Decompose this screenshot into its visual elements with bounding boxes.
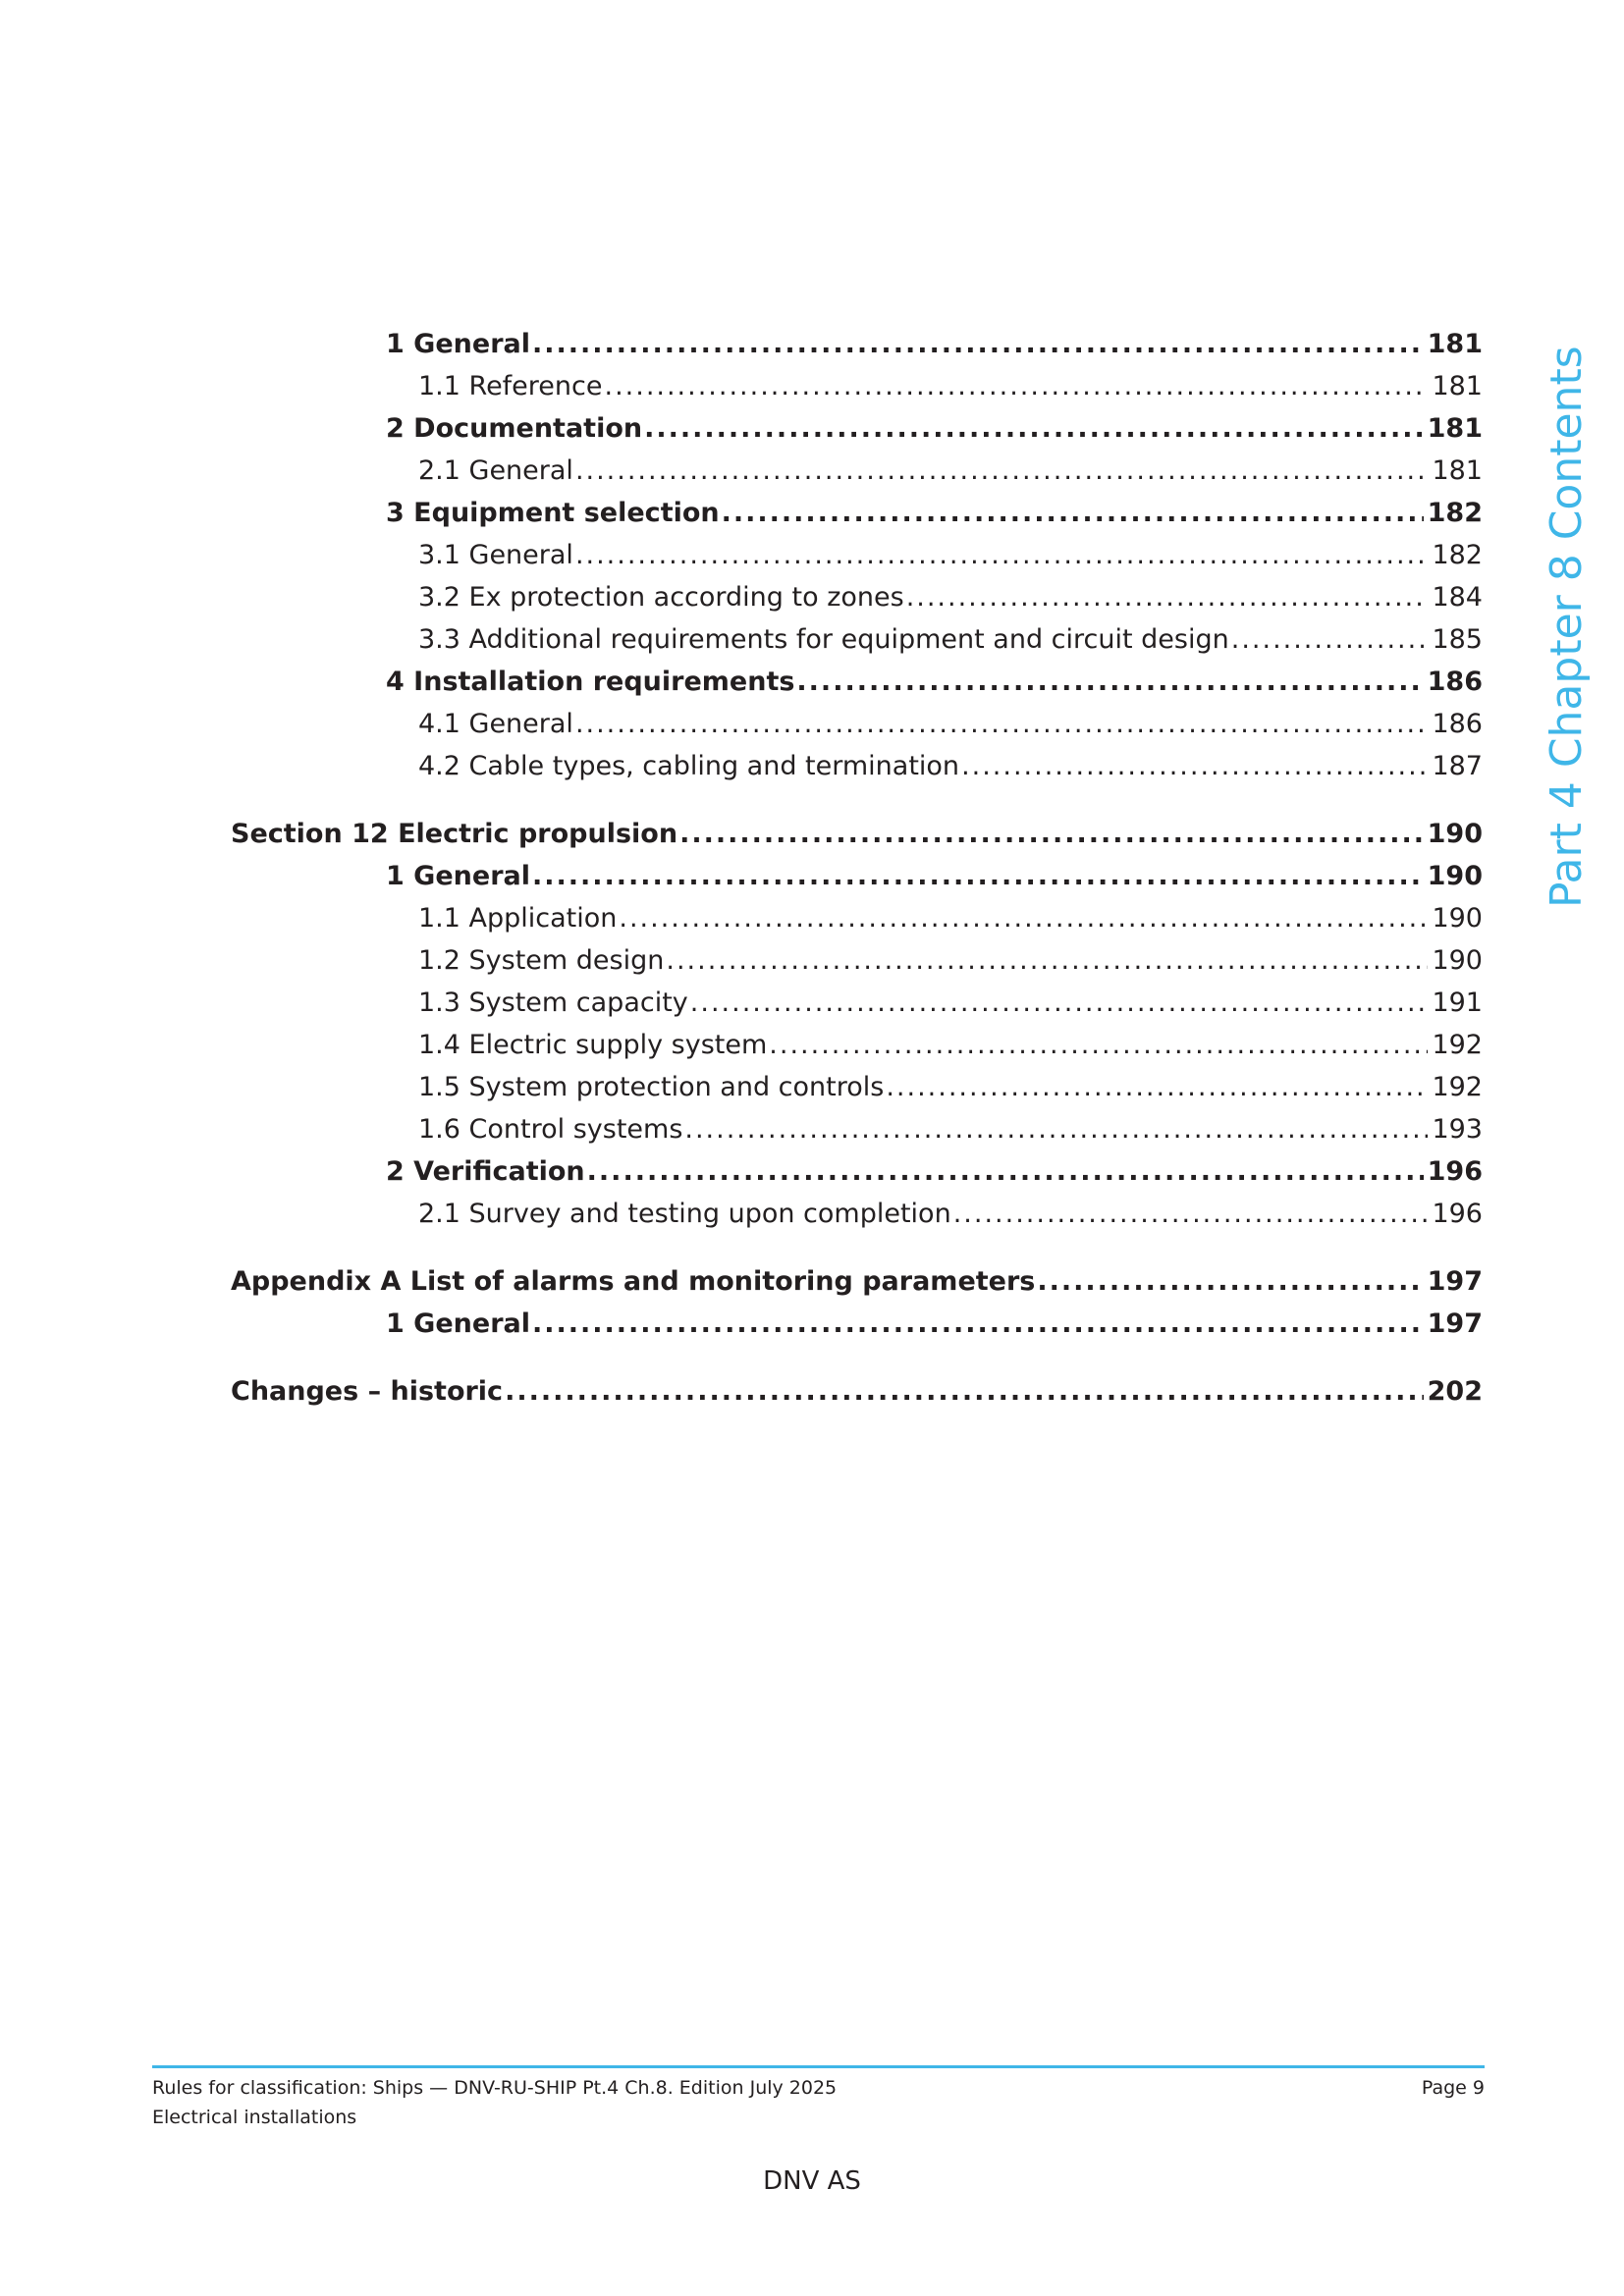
toc-leader-dots [769, 1030, 1428, 1060]
toc-entry-title: 1.2 System design [418, 945, 665, 976]
toc-entry[interactable] [231, 498, 1483, 540]
toc-entry-title: 1 General [386, 1308, 530, 1339]
toc-entry-title: 1.6 Control systems [418, 1114, 683, 1145]
toc-entry-title: 1.1 Application [418, 903, 618, 934]
toc-entry-page: 197 [1427, 1266, 1483, 1297]
toc-leader-dots [532, 329, 1424, 359]
toc-entry-page: 182 [1432, 540, 1483, 570]
toc-leader-dots [1231, 624, 1429, 655]
toc-leader-dots [679, 819, 1424, 849]
toc-entry-title: 3.1 General [418, 540, 573, 570]
toc-leader-dots [619, 903, 1428, 934]
toc-entry[interactable] [231, 1266, 1483, 1308]
toc-entry-page: 193 [1432, 1114, 1483, 1145]
toc-leader-dots [644, 413, 1424, 444]
toc-entry[interactable] [231, 1114, 1483, 1156]
toc-entry[interactable] [231, 667, 1483, 709]
toc-entry-title: Changes – historic [231, 1376, 504, 1407]
toc-entry-title: 3.2 Ex protection according to zones [418, 582, 904, 613]
toc-leader-dots [575, 540, 1429, 570]
toc-leader-dots [505, 1376, 1424, 1407]
toc-leader-dots [886, 1072, 1428, 1102]
toc-leader-dots [690, 988, 1429, 1018]
toc-entry-page: 192 [1432, 1072, 1483, 1102]
toc-entry-title: 2 Verification [386, 1156, 585, 1187]
toc-leader-dots [684, 1114, 1428, 1145]
toc-leader-dots [796, 667, 1423, 697]
toc-entry[interactable] [231, 751, 1483, 793]
toc-entry[interactable] [231, 819, 1483, 861]
toc-entry-title: 1 General [386, 861, 530, 891]
toc-entry-page: 202 [1427, 1376, 1483, 1407]
toc-entry-title: 2 Documentation [386, 413, 643, 444]
toc-entry[interactable] [231, 329, 1483, 371]
toc-leader-dots [575, 709, 1429, 739]
footer-divider [152, 2065, 1485, 2068]
toc-entry[interactable] [231, 624, 1483, 667]
toc-leader-dots [722, 498, 1424, 528]
toc-entry-title: Appendix A List of alarms and monitoring parameters [231, 1266, 1036, 1297]
toc-leader-dots [532, 861, 1424, 891]
toc-leader-dots [953, 1199, 1429, 1229]
toc-entry-page: 197 [1427, 1308, 1483, 1339]
toc-entry-page: 186 [1432, 709, 1483, 739]
toc-leader-dots [575, 455, 1429, 486]
toc-entry-page: 185 [1432, 624, 1483, 655]
toc-entry-page: 181 [1427, 329, 1483, 359]
table-of-contents [231, 329, 1483, 1418]
toc-leader-dots [532, 1308, 1424, 1339]
toc-entry-page: 186 [1427, 667, 1483, 697]
toc-leader-dots [587, 1156, 1424, 1187]
toc-entry[interactable] [231, 1199, 1483, 1241]
toc-entry-title: 2.1 General [418, 455, 573, 486]
chapter-side-label: Part 4 Chapter 8 Contents [1542, 346, 1592, 908]
toc-entry[interactable] [231, 1308, 1483, 1351]
toc-entry-title: 2.1 Survey and testing upon completion [418, 1199, 951, 1229]
toc-entry[interactable] [231, 903, 1483, 945]
toc-entry[interactable] [231, 413, 1483, 455]
toc-entry-title: 1.1 Reference [418, 371, 603, 401]
toc-entry-page: 196 [1427, 1156, 1483, 1187]
toc-entry-page: 184 [1432, 582, 1483, 613]
toc-entry-title: 4.2 Cable types, cabling and termination [418, 751, 960, 781]
toc-entry-page: 181 [1432, 455, 1483, 486]
toc-entry[interactable] [231, 582, 1483, 624]
toc-entry[interactable] [231, 371, 1483, 413]
toc-leader-dots [604, 371, 1428, 401]
toc-entry-page: 190 [1427, 861, 1483, 891]
toc-entry[interactable] [231, 861, 1483, 903]
toc-entry-page: 187 [1432, 751, 1483, 781]
footer-page-number: Page 9 [1421, 2077, 1485, 2099]
toc-leader-dots [666, 945, 1428, 976]
toc-entry[interactable] [231, 1072, 1483, 1114]
toc-entry[interactable] [231, 1156, 1483, 1199]
toc-leader-dots [906, 582, 1429, 613]
toc-entry[interactable] [231, 1376, 1483, 1418]
toc-entry[interactable] [231, 455, 1483, 498]
toc-entry[interactable] [231, 988, 1483, 1030]
toc-entry-page: 181 [1427, 413, 1483, 444]
toc-entry[interactable] [231, 1030, 1483, 1072]
toc-entry-title: 4 Installation requirements [386, 667, 795, 697]
toc-entry-title: 3 Equipment selection [386, 498, 720, 528]
toc-entry-page: 190 [1432, 945, 1483, 976]
toc-leader-dots [1037, 1266, 1423, 1297]
toc-leader-dots [961, 751, 1428, 781]
toc-entry-title: Section 12 Electric propulsion [231, 819, 678, 849]
toc-entry-title: 4.1 General [418, 709, 573, 739]
toc-entry-page: 196 [1432, 1199, 1483, 1229]
toc-entry-title: 1.5 System protection and controls [418, 1072, 885, 1102]
toc-entry[interactable] [231, 540, 1483, 582]
footer-document-subtitle: Electrical installations [152, 2107, 357, 2128]
toc-entry-page: 190 [1427, 819, 1483, 849]
toc-entry-page: 181 [1432, 371, 1483, 401]
toc-entry-page: 191 [1432, 988, 1483, 1018]
toc-entry-title: 3.3 Additional requirements for equipment and circuit design [418, 624, 1229, 655]
toc-entry-page: 182 [1427, 498, 1483, 528]
toc-entry[interactable] [231, 945, 1483, 988]
toc-entry-page: 190 [1432, 903, 1483, 934]
footer-document-title: Rules for classification: Ships — DNV-RU-SHIP Pt.4 Ch.8. Edition July 2025 [152, 2077, 838, 2099]
toc-entry-page: 192 [1432, 1030, 1483, 1060]
toc-entry-title: 1 General [386, 329, 530, 359]
toc-entry[interactable] [231, 709, 1483, 751]
footer-company-name: DNV AS [763, 2166, 861, 2196]
toc-entry-title: 1.4 Electric supply system [418, 1030, 768, 1060]
toc-entry-title: 1.3 System capacity [418, 988, 688, 1018]
